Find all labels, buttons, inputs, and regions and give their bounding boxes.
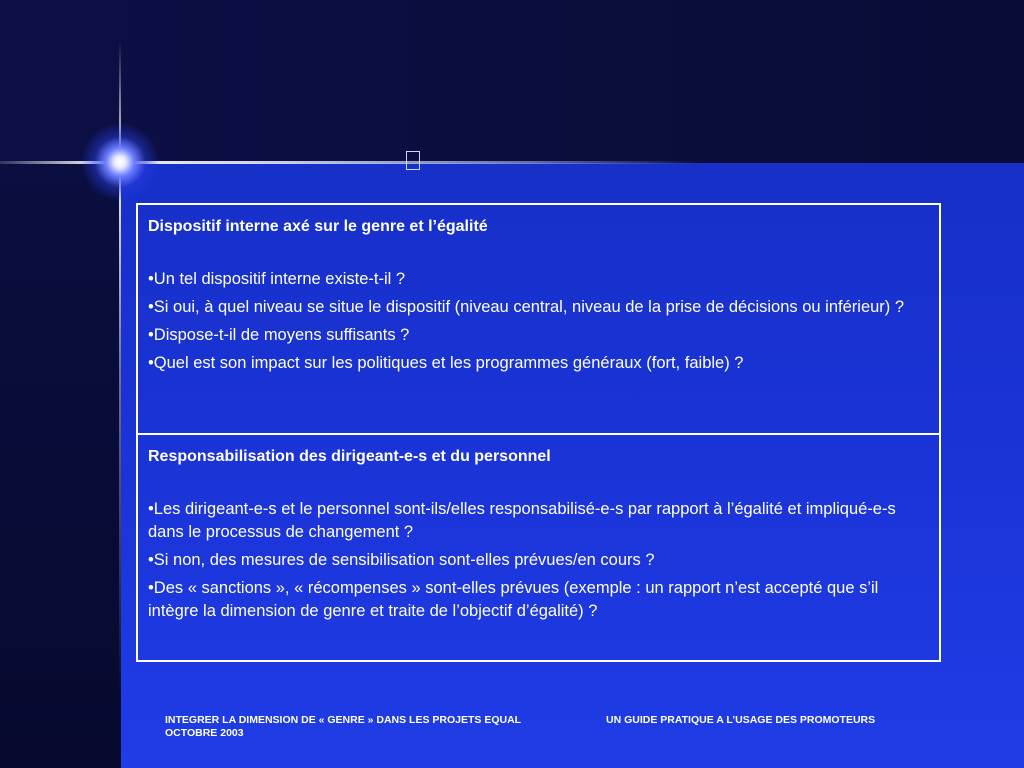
bullet-item: •Un tel dispositif interne existe-t-il ? — [148, 270, 406, 288]
bullet-item: •Dispose-t-il de moyens suffisants ? — [148, 326, 410, 344]
footer-right: UN GUIDE PRATIQUE A L’USAGE DES PROMOTEURS — [606, 714, 876, 726]
bullet-item: •Les dirigeant-e-s et le personnel sont-ils/elles responsabilisé-e-s par rapport à l’égalité et impliqué-e-s dans le processus de changement ? — [148, 500, 896, 541]
top-background-band — [0, 0, 1024, 163]
bullet-item: •Quel est son impact sur les politiques et les programmes généraux (fort, faible) ? — [148, 354, 744, 372]
bullet-item: •Des « sanctions », « récompenses » sont-elles prévues (exemple : un rapport n’est accepté que s’il intègre la dimension de genre et traite de l’objectif d’égalité) ? — [148, 579, 879, 620]
table-row — [138, 435, 939, 660]
light-flare-icon — [80, 122, 160, 202]
footer-title: INTEGRER LA DIMENSION DE « GENRE » DANS LES PROJETS EQUAL — [165, 714, 522, 726]
footer-left — [165, 714, 521, 740]
missing-glyph-icon — [406, 151, 420, 170]
footer-date: OCTOBRE 2003 — [165, 727, 244, 739]
section-title: Dispositif interne axé sur le genre et l’égalité — [148, 218, 488, 235]
section-title: Responsabilisation des dirigeant-e-s et du personnel — [148, 448, 551, 465]
bullet-item: •Si oui, à quel niveau se situe le dispositif (niveau central, niveau de la prise de décisions ou inférieur) ? — [148, 298, 905, 316]
left-background-band — [0, 163, 121, 768]
table-row — [138, 205, 939, 435]
content-table — [136, 203, 941, 662]
bullet-item: •Si non, des mesures de sensibilisation sont-elles prévues/en cours ? — [148, 551, 655, 569]
